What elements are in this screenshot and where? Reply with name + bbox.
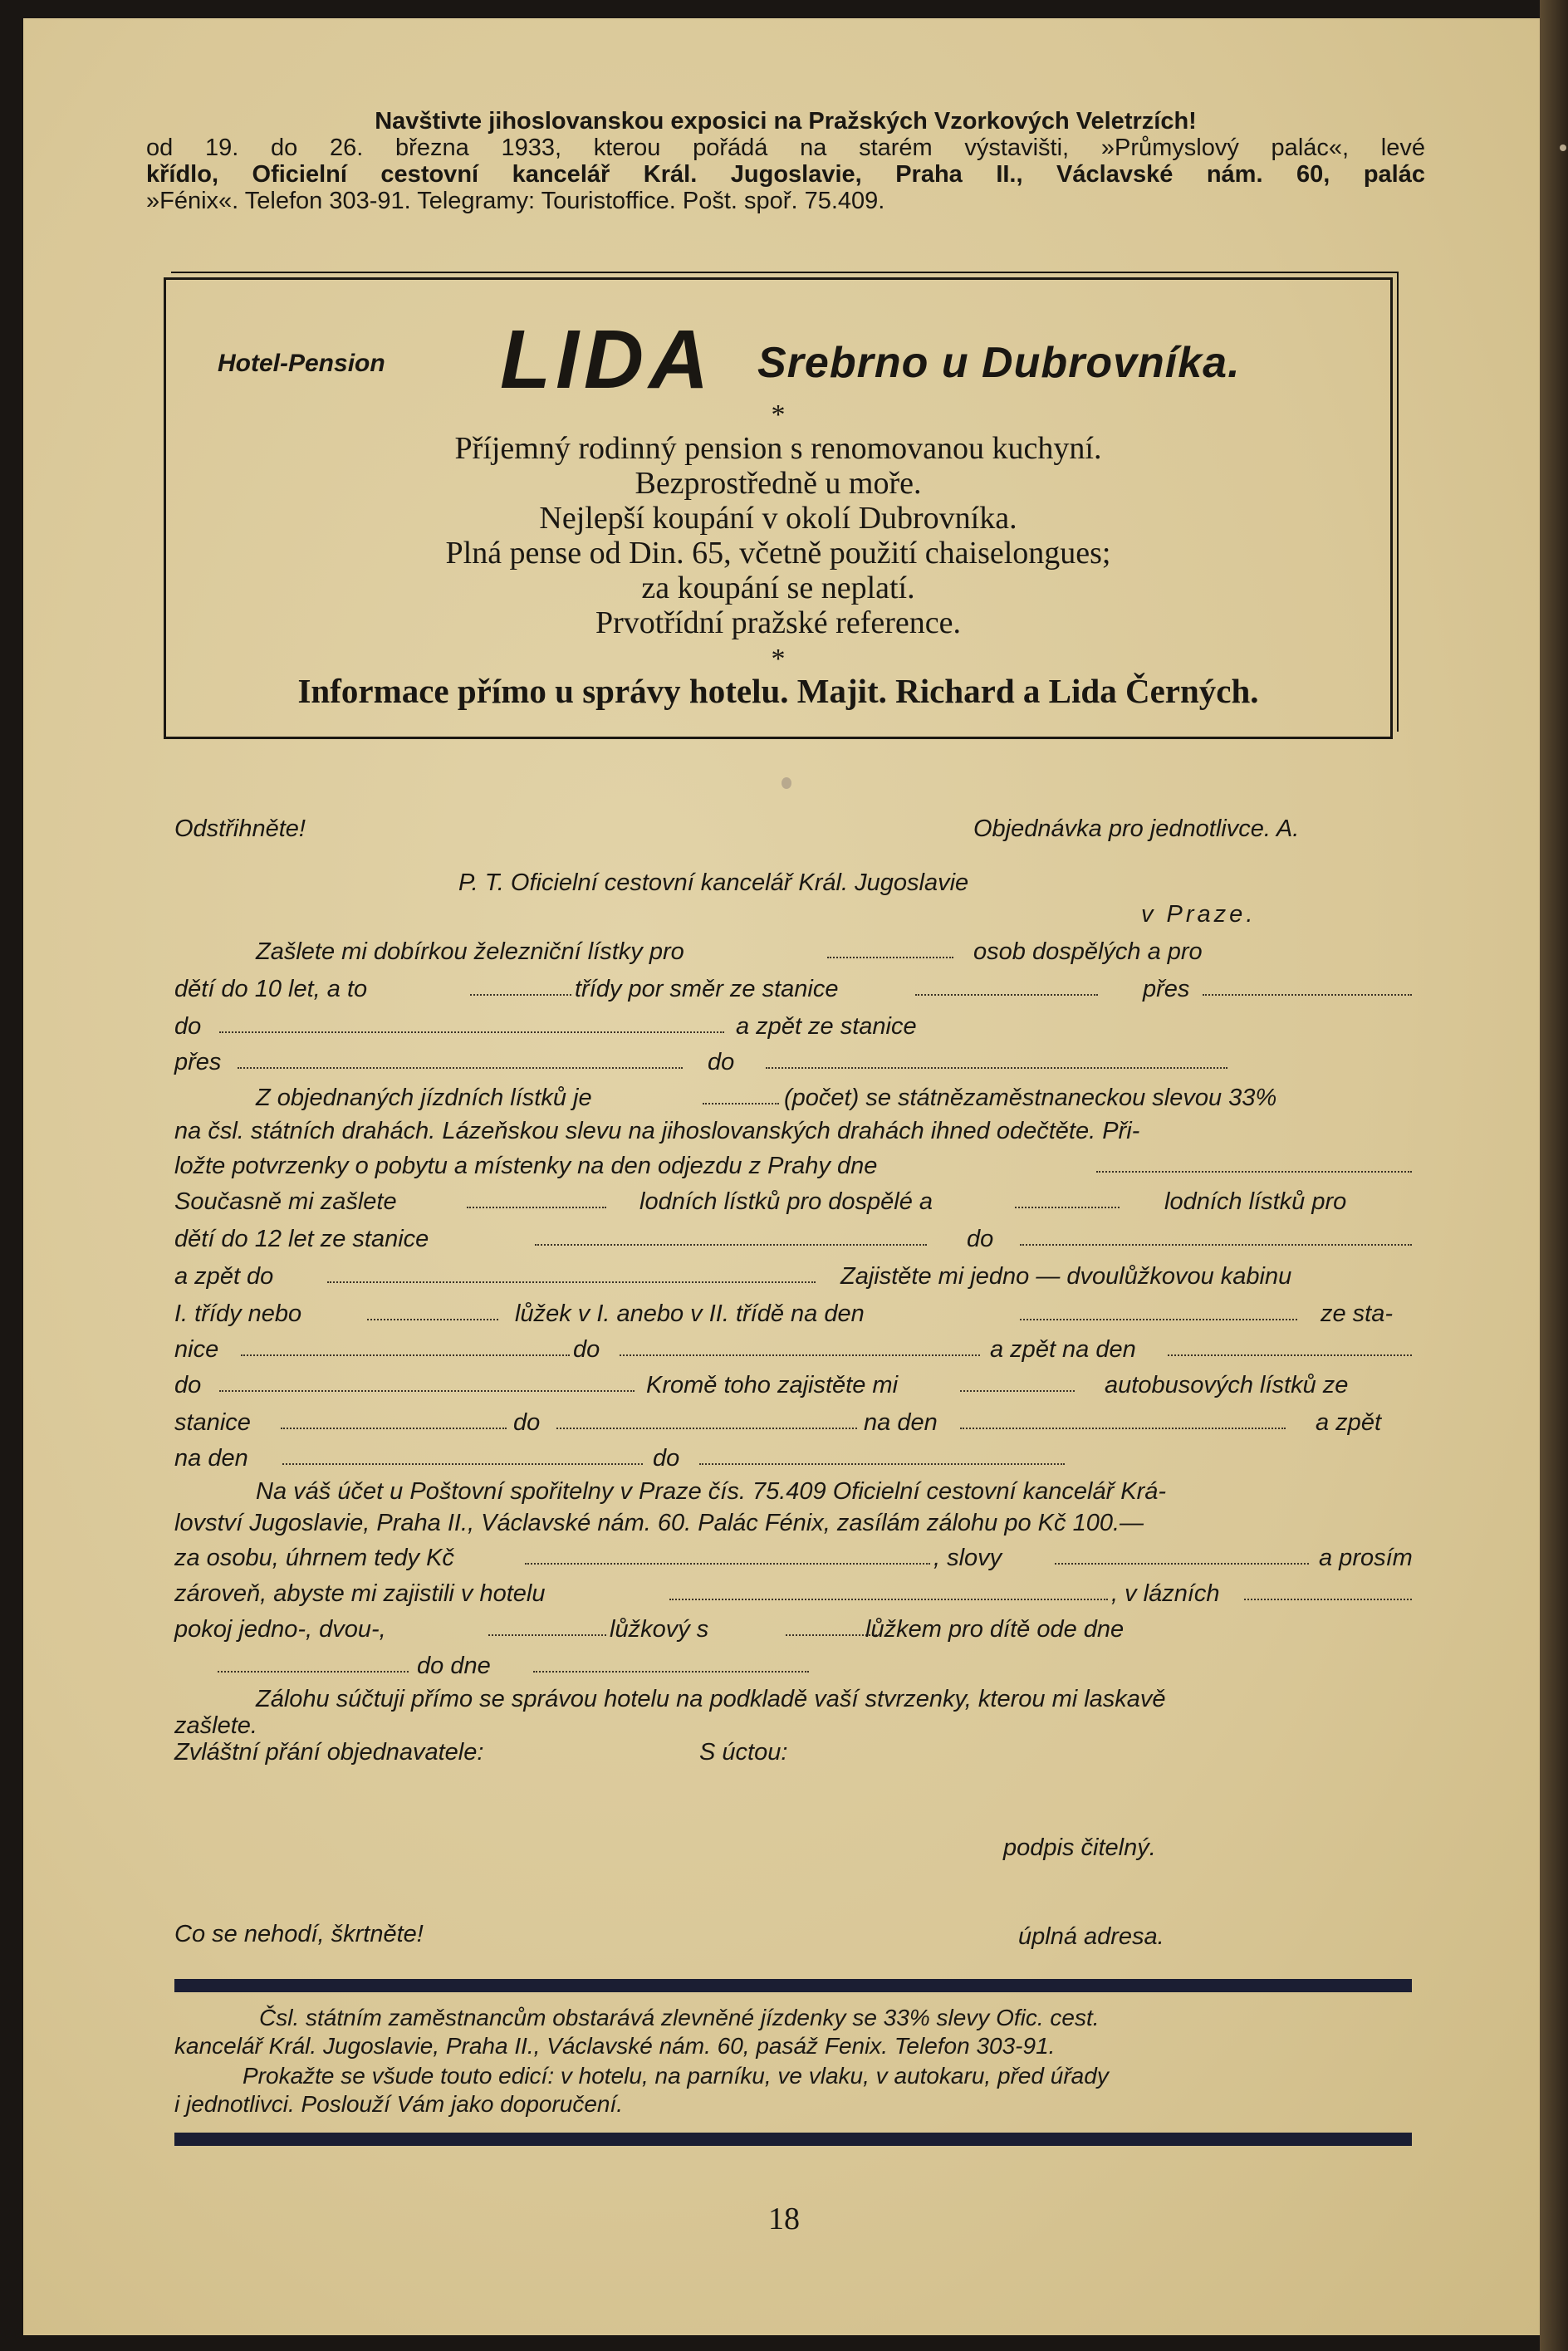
blank-room-type[interactable]: [488, 1616, 606, 1636]
form-text: (počet) se státnězaměstnaneckou slevou 33%: [784, 1085, 1277, 1111]
blank-stay-to[interactable]: [533, 1653, 809, 1673]
addressee: P. T. Oficielní cestovní kancelář Král. Jugoslavie: [458, 869, 969, 896]
form-text: osob dospělých a pro: [973, 938, 1203, 965]
blank-destination[interactable]: [219, 1013, 724, 1033]
form-text: lůžek v I. anebo v II. třídě na den: [515, 1300, 865, 1327]
form-text: stanice: [174, 1409, 251, 1436]
blank-cabin-date[interactable]: [1020, 1300, 1297, 1320]
blank-cabin-return-to[interactable]: [219, 1372, 635, 1392]
footer-line-3: Prokažte se všude touto edicí: v hotelu, na parníku, ve vlaku, v autokaru, před úřady: [243, 2063, 1109, 2089]
form-text: Z objednaných jízdních lístků je: [256, 1085, 592, 1111]
form-text: Současně mi zašlete: [174, 1188, 397, 1215]
footer-rule-bottom: [174, 2133, 1412, 2146]
footer-line-2: kancelář Král. Jugoslavie, Praha II., Václavské nám. 60, pasáž Fenix. Telefon 303-91.: [174, 2033, 1056, 2059]
blank-bus-count[interactable]: [960, 1372, 1075, 1392]
star-separator: *: [771, 399, 786, 430]
footer-line-4: i jednotlivci. Poslouží Vám jako doporučení.: [174, 2091, 624, 2117]
form-text: a zpět na den: [990, 1336, 1136, 1363]
blank-boat-adults[interactable]: [467, 1188, 606, 1208]
ad-line-1: Příjemný rodinný pension s renomovanou kuchyní.: [454, 431, 1102, 466]
blank-boat-to[interactable]: [1020, 1226, 1412, 1246]
form-text: na den: [864, 1409, 938, 1436]
form-text: zašlete.: [174, 1712, 257, 1739]
blank-bus-from[interactable]: [281, 1409, 507, 1429]
blank-discount-count[interactable]: [703, 1085, 779, 1104]
blank-cabin-return-date[interactable]: [1168, 1336, 1412, 1356]
form-text: Kromě toho zajistěte mi: [646, 1372, 899, 1398]
blank-boat-return[interactable]: [327, 1263, 816, 1283]
blank-stay-from[interactable]: [218, 1653, 409, 1673]
blank-cabin-class[interactable]: [367, 1300, 498, 1320]
form-text: lovství Jugoslavie, Praha II., Václavské nám. 60. Palác Fénix, zasílám zálohu po Kč 100.—: [174, 1510, 1144, 1536]
hotel-advertisement: [164, 277, 1393, 739]
form-text: zároveň, abyste mi zajistili v hotelu: [174, 1580, 546, 1607]
form-text: a prosím: [1319, 1545, 1413, 1571]
form-text: do: [573, 1336, 600, 1363]
blank-bus-return-date[interactable]: [282, 1445, 643, 1465]
addressee-city: v Praze.: [1141, 901, 1257, 928]
blank-cabin-to[interactable]: [620, 1336, 980, 1356]
paper-speck: [1560, 144, 1566, 151]
form-text: lodních lístků pro dospělé a: [639, 1188, 933, 1215]
cut-here-note: Odstřihněte!: [174, 816, 306, 842]
form-text: do: [513, 1409, 541, 1436]
form-text: , slovy: [933, 1545, 1002, 1571]
blank-boat-from[interactable]: [535, 1226, 927, 1246]
exposition-notice: [146, 108, 1425, 214]
blank-spa[interactable]: [1244, 1580, 1412, 1600]
form-text: na den: [174, 1445, 248, 1472]
form-text: nice: [174, 1336, 219, 1363]
signature-label: podpis čitelný.: [1003, 1834, 1156, 1861]
footer-line-1: Čsl. státním zaměstnancům obstarává zlevněné jízdenky se 33% slevy Ofic. cest.: [259, 2005, 1100, 2030]
form-text: lůžkový s: [610, 1616, 709, 1643]
hotel-location: Srebrno u Dubrovníka.: [757, 339, 1241, 387]
form-text: I. třídy nebo: [174, 1300, 302, 1327]
form-text: Zálohu súčtuji přímo se správou hotelu na podkladě vaší stvrzenky, kterou mi laskavě: [256, 1686, 1166, 1712]
form-text: lůžkem pro dítě ode dne: [865, 1616, 1125, 1643]
form-text: lodních lístků pro: [1164, 1188, 1347, 1215]
form-text: , v lázních: [1111, 1580, 1220, 1607]
blank-adults-count[interactable]: [827, 938, 953, 958]
ad-line-4: Plná pense od Din. 65, včetně použití chaiselongues;: [445, 536, 1111, 571]
hotel-pension-label: Hotel-Pension: [218, 350, 385, 377]
blank-via[interactable]: [1203, 976, 1412, 996]
form-text: autobusových lístků ze: [1105, 1372, 1349, 1398]
form-text: třídy por směr ze stanice: [575, 976, 839, 1002]
blank-bus-return-to[interactable]: [699, 1445, 1065, 1465]
form-text: za osobu, úhrnem tedy Kč: [174, 1545, 454, 1571]
blank-children-class[interactable]: [470, 976, 571, 996]
ad-line-6: Prvotřídní pražské reference.: [595, 605, 961, 640]
form-text: do: [708, 1049, 735, 1075]
blank-return-to[interactable]: [766, 1049, 1227, 1069]
notice-line-1: Navštivte jihoslovanskou exposici na Pražských Vzorkových Veletrzích!: [375, 108, 1197, 135]
form-text: a zpět do: [174, 1263, 274, 1290]
form-text: a zpět: [1316, 1409, 1381, 1436]
page-number: 18: [768, 2202, 800, 2236]
form-text: a zpět ze stanice: [736, 1013, 917, 1040]
blank-amount-words[interactable]: [1055, 1545, 1309, 1565]
blank-cabin-station[interactable]: [241, 1336, 570, 1356]
star-separator-2: *: [771, 644, 786, 674]
form-text: ložte potvrzenky o pobytu a místenky na den odjezdu z Prahy dne: [174, 1153, 878, 1179]
address-label: úplná adresa.: [1018, 1923, 1164, 1950]
ad-info-line: Informace přímo u správy hotelu. Majit. Richard a Lida Černých.: [297, 672, 1259, 710]
footer-rule-top: [174, 1979, 1412, 1992]
blank-child-beds[interactable]: [786, 1616, 877, 1636]
form-text: ze sta-: [1321, 1300, 1394, 1327]
form-text: dětí do 12 let ze stanice: [174, 1226, 429, 1252]
order-title: Objednávka pro jednotlivce. A.: [973, 816, 1300, 842]
notice-line-4: »Fénix«. Telefon 303-91. Telegramy: Touristoffice. Pošt. spoř. 75.409.: [146, 188, 885, 214]
blank-return-via[interactable]: [238, 1049, 683, 1069]
ad-line-5: za koupání se neplatí.: [641, 571, 915, 605]
form-text: dětí do 10 let, a to: [174, 976, 368, 1002]
form-text: do: [653, 1445, 680, 1472]
blank-hotel[interactable]: [669, 1580, 1108, 1600]
blank-total-kc[interactable]: [525, 1545, 930, 1565]
strike-note: Co se nehodí, škrtněte!: [174, 1921, 424, 1947]
form-text: do dne: [417, 1653, 491, 1679]
ad-line-3: Nejlepší koupání v okolí Dubrovníka.: [539, 501, 1017, 536]
blank-boat-children[interactable]: [1015, 1188, 1120, 1208]
page-edge: [1540, 0, 1568, 2351]
regards-label: S úctou:: [699, 1739, 788, 1766]
blank-bus-date[interactable]: [960, 1409, 1286, 1429]
form-text: Na váš účet u Poštovní spořitelny v Praze čís. 75.409 Oficielní cestovní kancelář Krá-: [256, 1478, 1167, 1505]
form-text: na čsl. státních drahách. Lázeňskou slevu na jihoslovanských drahách ihned odečtěte. Při-: [174, 1118, 1140, 1144]
form-text: přes: [174, 1049, 222, 1075]
form-text: do: [967, 1226, 994, 1252]
form-text: Zašlete mi dobírkou železniční lístky pro: [256, 938, 684, 965]
form-text: Zajistěte mi jedno — dvoulůžkovou kabinu: [840, 1263, 1292, 1290]
blank-from-station[interactable]: [915, 976, 1098, 996]
form-text: do: [174, 1372, 202, 1398]
notice-line-2: od 19. do 26. března 1933, kterou pořádá na starém výstavišti, »Průmyslový palác«, levé: [146, 135, 1425, 161]
blank-departure-date[interactable]: [1096, 1153, 1412, 1173]
blank-bus-to[interactable]: [556, 1409, 857, 1429]
form-text: do: [174, 1013, 202, 1040]
form-text: pokoj jedno-, dvou-,: [174, 1616, 386, 1643]
ad-line-2: Bezprostředně u moře.: [635, 466, 922, 501]
form-text: přes: [1143, 976, 1190, 1002]
hotel-name-line: [166, 313, 1390, 406]
special-wishes-label: Zvláštní přání objednavatele:: [174, 1739, 484, 1766]
paper-speck: [782, 777, 791, 789]
notice-line-3: křídlo, Oficielní cestovní kancelář Král. Jugoslavie, Praha II., Václavské nám. 60, palác: [146, 161, 1425, 188]
hotel-name: LIDA: [500, 313, 714, 406]
